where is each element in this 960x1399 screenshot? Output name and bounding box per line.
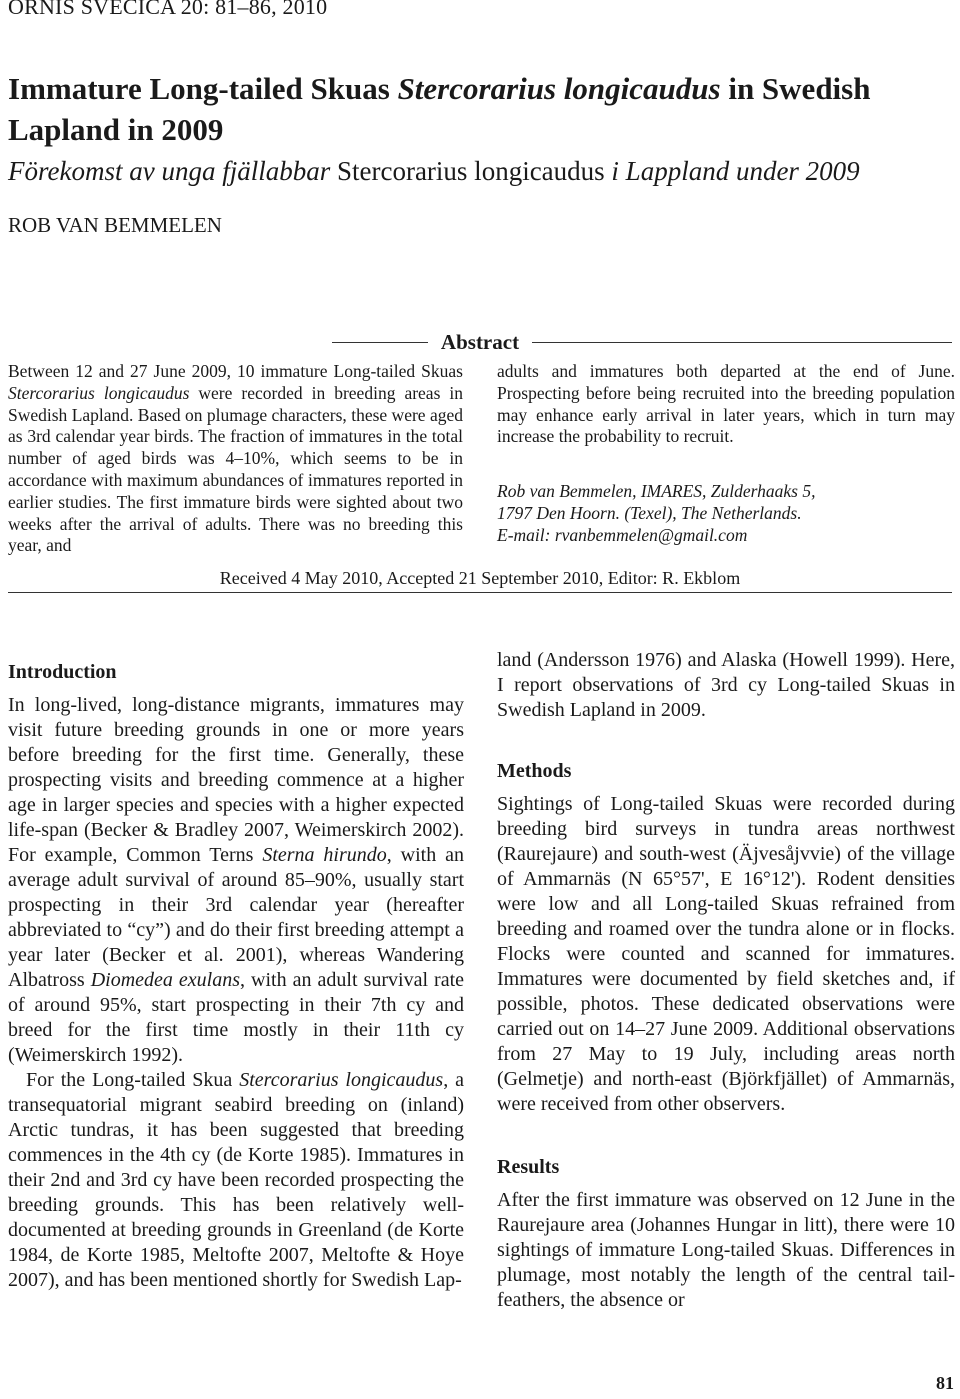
abstract-text-cont: were recorded in breeding areas in Swedish Lapland. Based on plumage characters, these were aged as 3rd calendar year birds. The fraction of immatures in the total number of aged birds was 4–10%, which seems to be in accordance with maximum abundances of immatures reported in earlier studies. The first immature birds were sighted about two weeks after the arrival of adults. There was no breeding this year, and bbox=[8, 382, 463, 556]
subtitle-species: Stercorarius longicaudus bbox=[336, 156, 605, 186]
address-line: Rob van Bemmelen, IMARES, Zulderhaaks 5, bbox=[497, 481, 816, 502]
abstract-species: Stercorarius longicaudus bbox=[8, 382, 190, 403]
paragraph-text: For the Long-tailed Skua bbox=[26, 1069, 240, 1091]
paragraph-text: , with an average adult survival of around 85–90%, usually start prospecting in their 3rd calendar year (hereafter abbreviated to “cy”) and do their first breeding attempt a year later (Becker et al. 2001), whereas Wandering Albatross bbox=[8, 844, 464, 991]
abstract-left-column bbox=[8, 361, 463, 557]
title-text: Immature Long-tailed Skuas bbox=[8, 71, 398, 106]
species-name: Sterna hirundo bbox=[262, 844, 387, 866]
introduction-paragraph bbox=[8, 693, 464, 1068]
subtitle-text: Förekomst av unga fjällabbar bbox=[8, 156, 337, 186]
introduction-heading: Introduction bbox=[8, 661, 117, 683]
species-name: Diomedea exulans bbox=[90, 969, 241, 991]
introduction-continuation: land (Andersson 1976) and Alaska (Howell 1999). Here, I report observations of 3rd cy Long-tailed Skuas in Swedish Lapland in 2009. bbox=[497, 649, 955, 721]
paragraph-text: In long-lived, long-distance migrants, immatures may visit future breeding grounds in one or more years before breeding for the first time. Generally, these prospecting visits and breeding commence at a higher age in larger species and species with a higher expected life-span (Becker & Bradley 2007, Weimerskirch 2002). For example, Common Terns bbox=[8, 694, 464, 866]
received-line: Received 4 May 2010, Accepted 21 September 2010, Editor: R. Ekblom bbox=[219, 568, 741, 588]
subtitle-text-end: i Lappland under 2009 bbox=[604, 156, 860, 186]
abstract-text-left bbox=[8, 361, 463, 557]
title-text-end: in Swedish Lapland in 2009 bbox=[8, 71, 871, 147]
body-left-column bbox=[8, 660, 464, 1293]
methods-paragraph: Sightings of Long-tailed Skuas were recorded during breeding bird surveys in tundra areas northwest (Raurejaure) and south-west (Äjvesåjvvie) of the village of Ammarnäs (N 65°57', E 16°12'). Rodent densities were low and all Long-tailed Skuas refrained from breeding and roamed over the tundra alone or in flocks. Flocks were counted and scanned for immatures. Immatures were documented by field sketches and, if possible, photos. These dedicated observations were carried out on 14–27 June 2009. Additional observations from 27 May to 19 July, including areas north (Gelmetje) and north-east (Björkfjället) of Ammarnäs, were received from other observers. bbox=[497, 793, 955, 1115]
address-line: 1797 Den Hoorn. (Texel), The Netherlands. bbox=[497, 502, 802, 523]
journal-citation: ORNIS SVECICA 20: 81–86, 2010 bbox=[8, 0, 328, 19]
abstract-heading: Abstract bbox=[440, 330, 520, 354]
species-name: Stercorarius longicaudus bbox=[239, 1069, 444, 1091]
title-species: Stercorarius longicaudus bbox=[397, 71, 721, 106]
body-right-column bbox=[497, 648, 955, 1313]
author-email: E-mail: rvanbemmelen@gmail.com bbox=[497, 524, 748, 545]
abstract-text-right: adults and immatures both departed at the end of June. Prospecting before being recruited into the breeding population may enhance early arrival in later years, which in turn may increase the probability to recruit. bbox=[497, 361, 955, 447]
paragraph-text: , a transequatorial migrant seabird breeding on (inland) Arctic tundras, it has been suggested that breeding commences in the 4th cy (de Korte 1985). Immatures in their 2nd and 3rd cy have been recorded prospecting the breeding grounds. This has been relatively well-documented at breeding grounds in Greenland (de Korte 1984, de Korte 1985, Meltofte 2007, Meltofte & Hoye 2007), and has been mentioned shortly for Swedish Lap- bbox=[8, 1069, 464, 1291]
introduction-paragraph bbox=[8, 1068, 464, 1293]
author-name: ROB VAN BEMMELEN bbox=[8, 213, 222, 237]
abstract-heading-row bbox=[8, 330, 952, 356]
author-address bbox=[497, 481, 955, 546]
abstract-text: Between 12 and 27 June 2009, 10 immature Long-tailed Skuas bbox=[8, 361, 463, 381]
article-title bbox=[8, 68, 952, 150]
article-subtitle bbox=[8, 156, 860, 187]
results-heading: Results bbox=[497, 1156, 560, 1178]
abstract-bottom-rule bbox=[8, 592, 952, 593]
page-number: 81 bbox=[936, 1373, 954, 1393]
results-paragraph: After the first immature was observed on 12 June in the Raurejaure area (Johannes Hungar in litt), there were 10 sightings of immature Long-tailed Skuas. Differences in plumage, most notably the length of the central tail-feathers, the absence or bbox=[497, 1189, 955, 1311]
paragraph-text: , with an adult survival rate of around 95%, start prospecting in their 7th cy and breed for the first time mostly in their 11th cy (Weimerskirch 1992). bbox=[8, 969, 465, 1066]
abstract-right-column bbox=[497, 361, 955, 547]
methods-heading: Methods bbox=[497, 760, 572, 782]
